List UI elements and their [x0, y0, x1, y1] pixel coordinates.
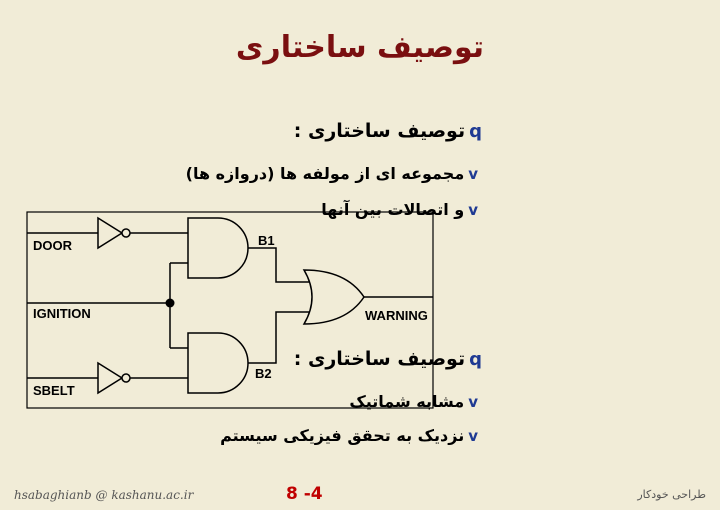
item-text: نزدیک به تحقق فیزیکی سیستم	[220, 426, 465, 445]
item-text: مشابه شماتیک	[349, 392, 465, 411]
diamond-bullet-icon: v	[468, 393, 478, 411]
input-label-sbelt: SBELT	[33, 383, 75, 398]
footer-email: hsabaghianb @ kashanu.ac.ir	[14, 488, 194, 502]
inverter-gate-top	[98, 218, 130, 248]
item-text: و اتصالات بین آنها	[321, 200, 465, 219]
footer-author: طراحی خودکار	[637, 488, 706, 501]
heading-text: توصیف ساختاری :	[293, 348, 466, 370]
square-bullet-icon: q	[469, 121, 482, 142]
heading-text: توصیف ساختاری :	[293, 120, 466, 142]
gate-label-b2: B2	[255, 366, 272, 381]
output-label-warning: WARNING	[365, 308, 428, 323]
input-label-door: DOOR	[33, 238, 72, 253]
diamond-bullet-icon: v	[468, 427, 478, 445]
input-label-ignition: IGNITION	[33, 306, 91, 321]
and-gate-b2	[188, 333, 248, 393]
junction-dot	[166, 299, 175, 308]
and-gate-b1	[188, 218, 248, 278]
gate-label-b1: B1	[258, 233, 275, 248]
square-bullet-icon: q	[469, 349, 482, 370]
diamond-bullet-icon: v	[468, 201, 478, 219]
slide-title: توصیف ساختاری	[235, 30, 485, 65]
diamond-bullet-icon: v	[468, 165, 478, 183]
item-text: مجموعه ای از مولفه ها (دروازه ها)	[185, 164, 465, 183]
or-gate	[304, 270, 364, 324]
inverter-gate-bottom	[98, 363, 130, 393]
footer-page-number: 8 -4	[286, 484, 323, 504]
